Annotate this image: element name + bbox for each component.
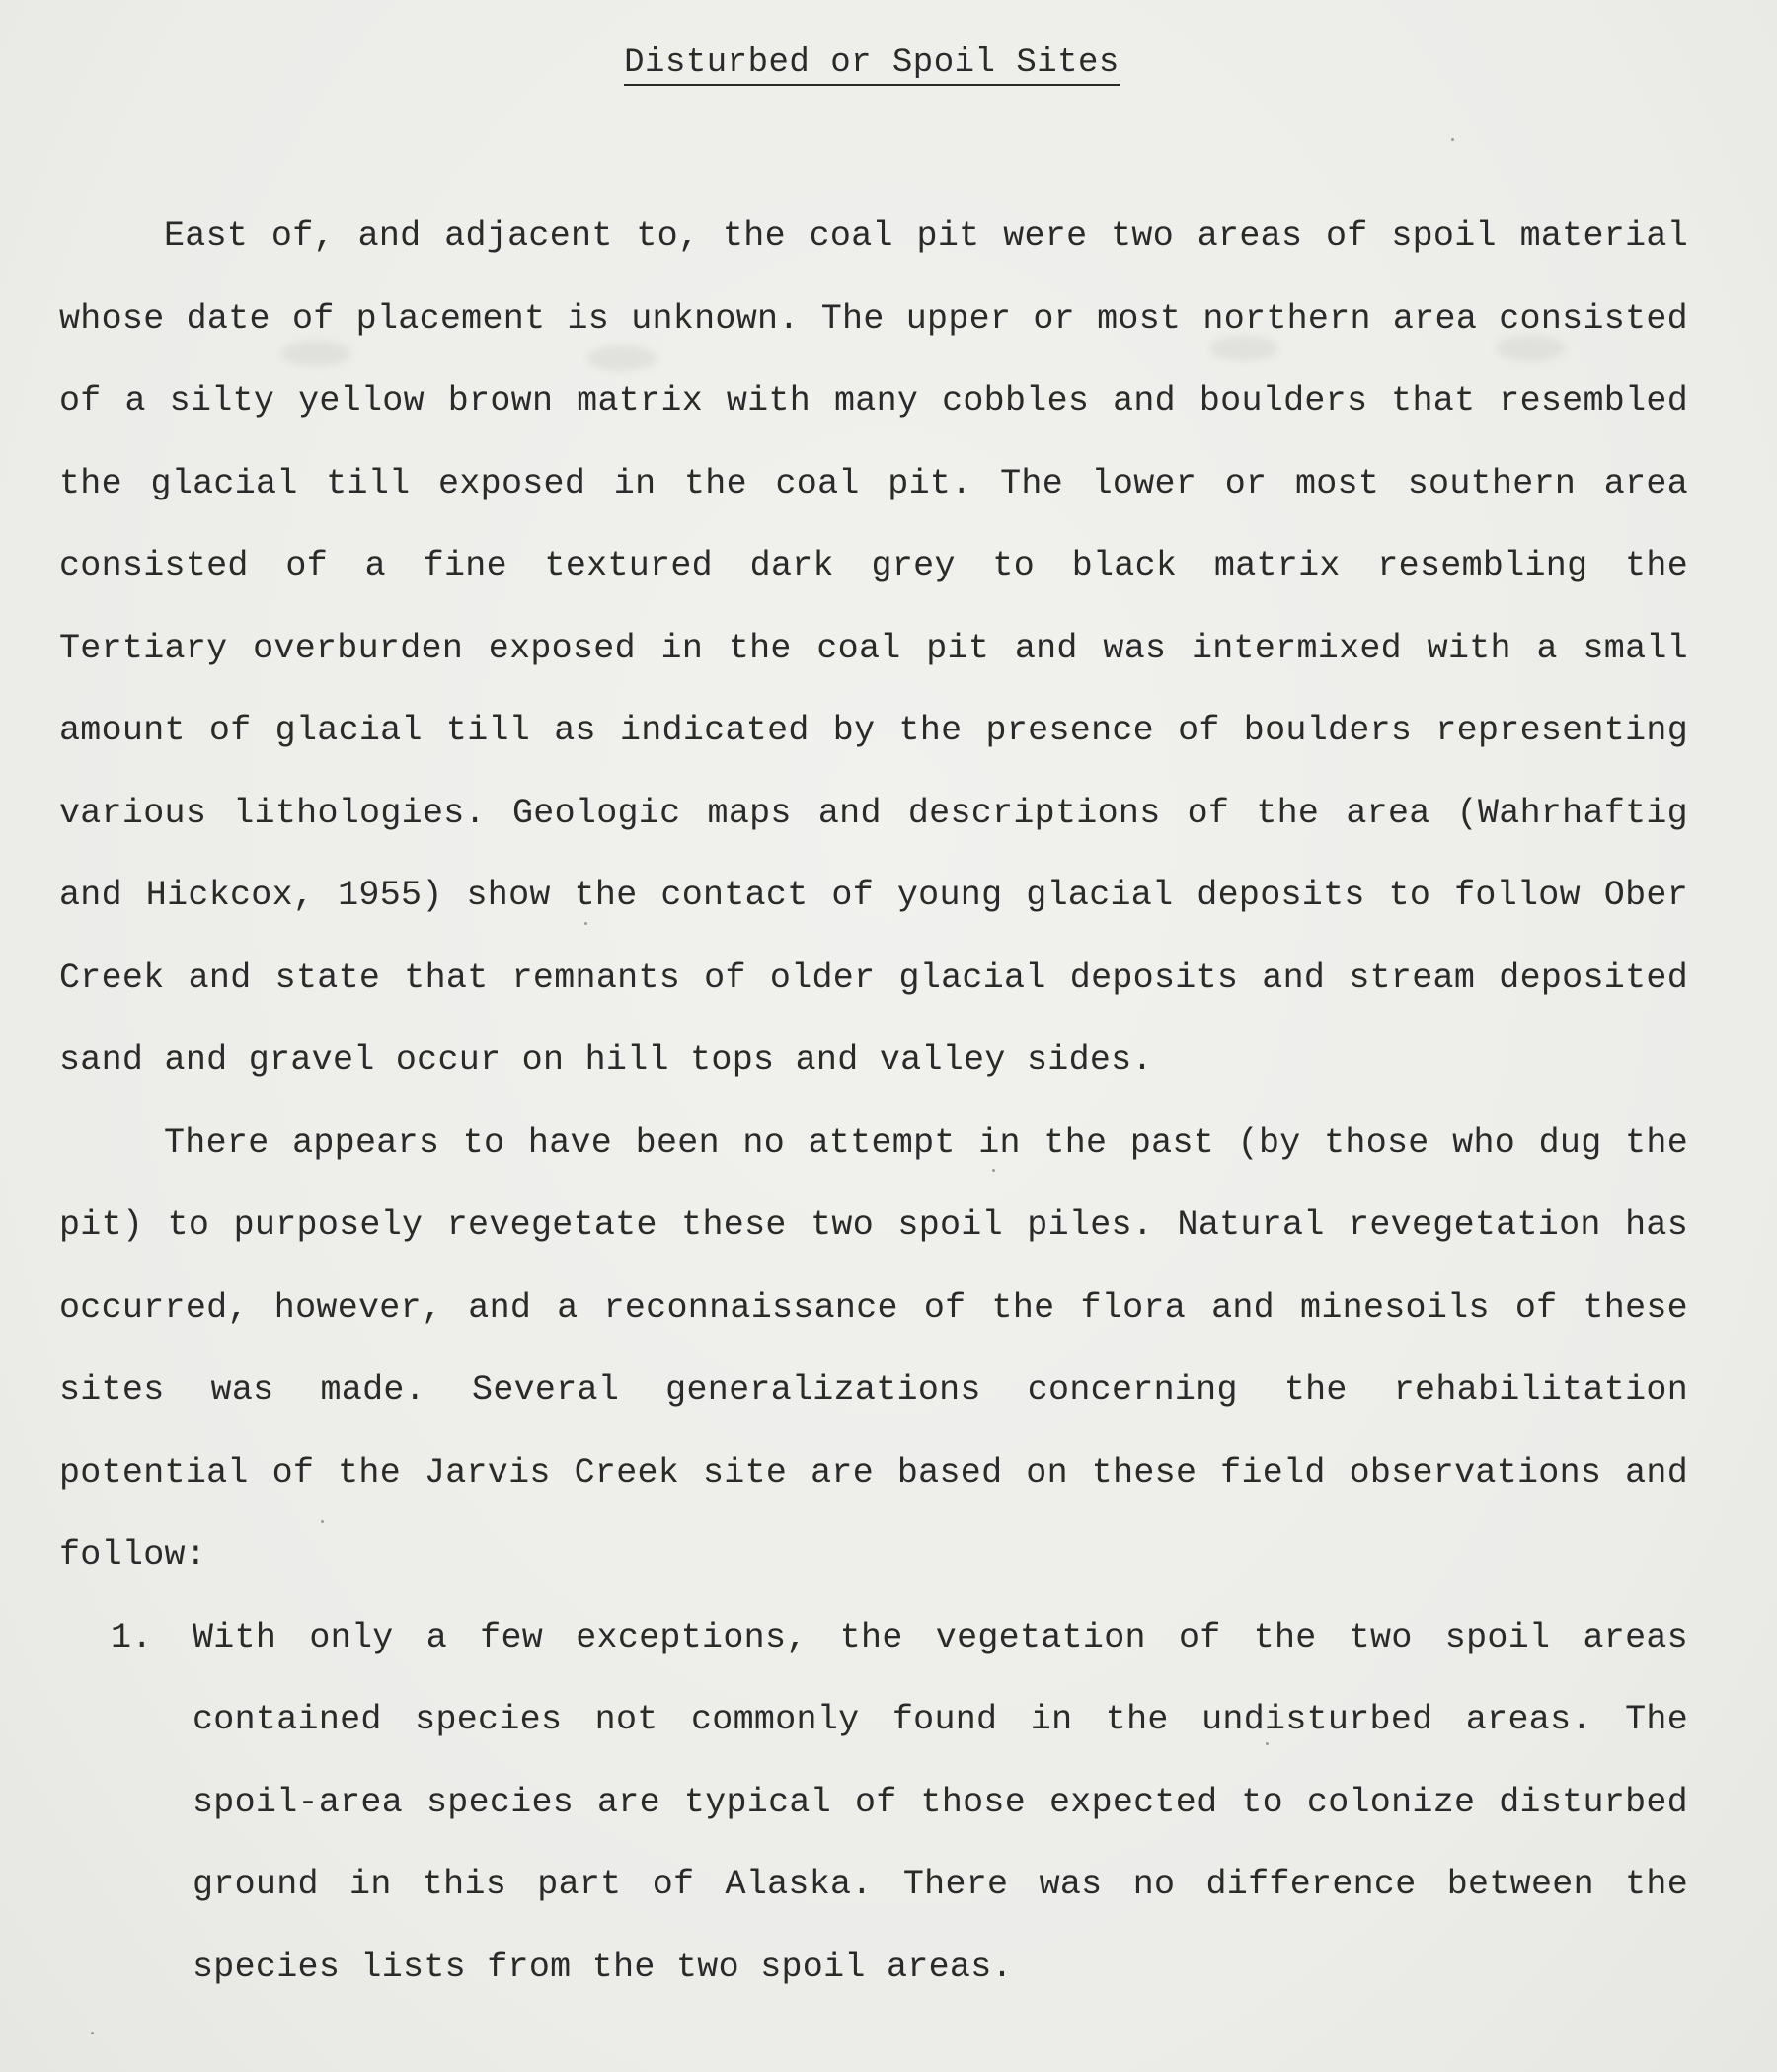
paragraph-1: East of, and adjacent to, the coal pit were two areas of spoil material whose date of placement is unknown. The upper or most northern area consisted of a silty yellow brown matrix with many cobbles and boulders that resembled the glacial till exposed in the coal pit. The lower or most southern area consisted of a fine textured dark grey to black matrix resembling the Tertiary overburden exposed in the coal pit and was intermixed with a small amount of glacial till as indicated by the presence of boulders representing various lithologies. Geologic maps and descriptions of the area (Wahrhaftig and Hickcox, 1955) show the contact of young glacial deposits to follow Ober Creek and state that remnants of older glacial deposits and stream deposited sand and gravel occur on hill tops and valley sides.	[59, 216, 1688, 1080]
list-item-text: With only a few exceptions, the vegetation of the two spoil areas contained species not commonly found in the undisturbed areas. The spoil-area species are typical of those expected to colonize disturbed ground in this part of Alaska. There was no difference between the species lists from the two spoil areas.	[193, 1617, 1688, 1987]
list-item-number: 1.	[111, 1617, 153, 1657]
paper-speck	[1451, 138, 1454, 141]
paper-speck	[91, 2032, 94, 2034]
page-title-text: Disturbed or Spoil Sites	[624, 44, 1120, 86]
paragraph-2: There appears to have been no attempt in the past (by those who dug the pit) to purposely revegetate these two spoil piles. Natural revegetation has occurred, however, and a reconnaissance of the flora and minesoils of these sites was made. Several generalizations concerning the rehabilitation potential of the Jarvis Creek site are based on these field observations and follow:	[59, 1122, 1688, 1574]
page-title	[0, 41, 1743, 85]
body-text	[59, 195, 1688, 2009]
numbered-list	[59, 1597, 1688, 2010]
list-item	[59, 1597, 1688, 2010]
